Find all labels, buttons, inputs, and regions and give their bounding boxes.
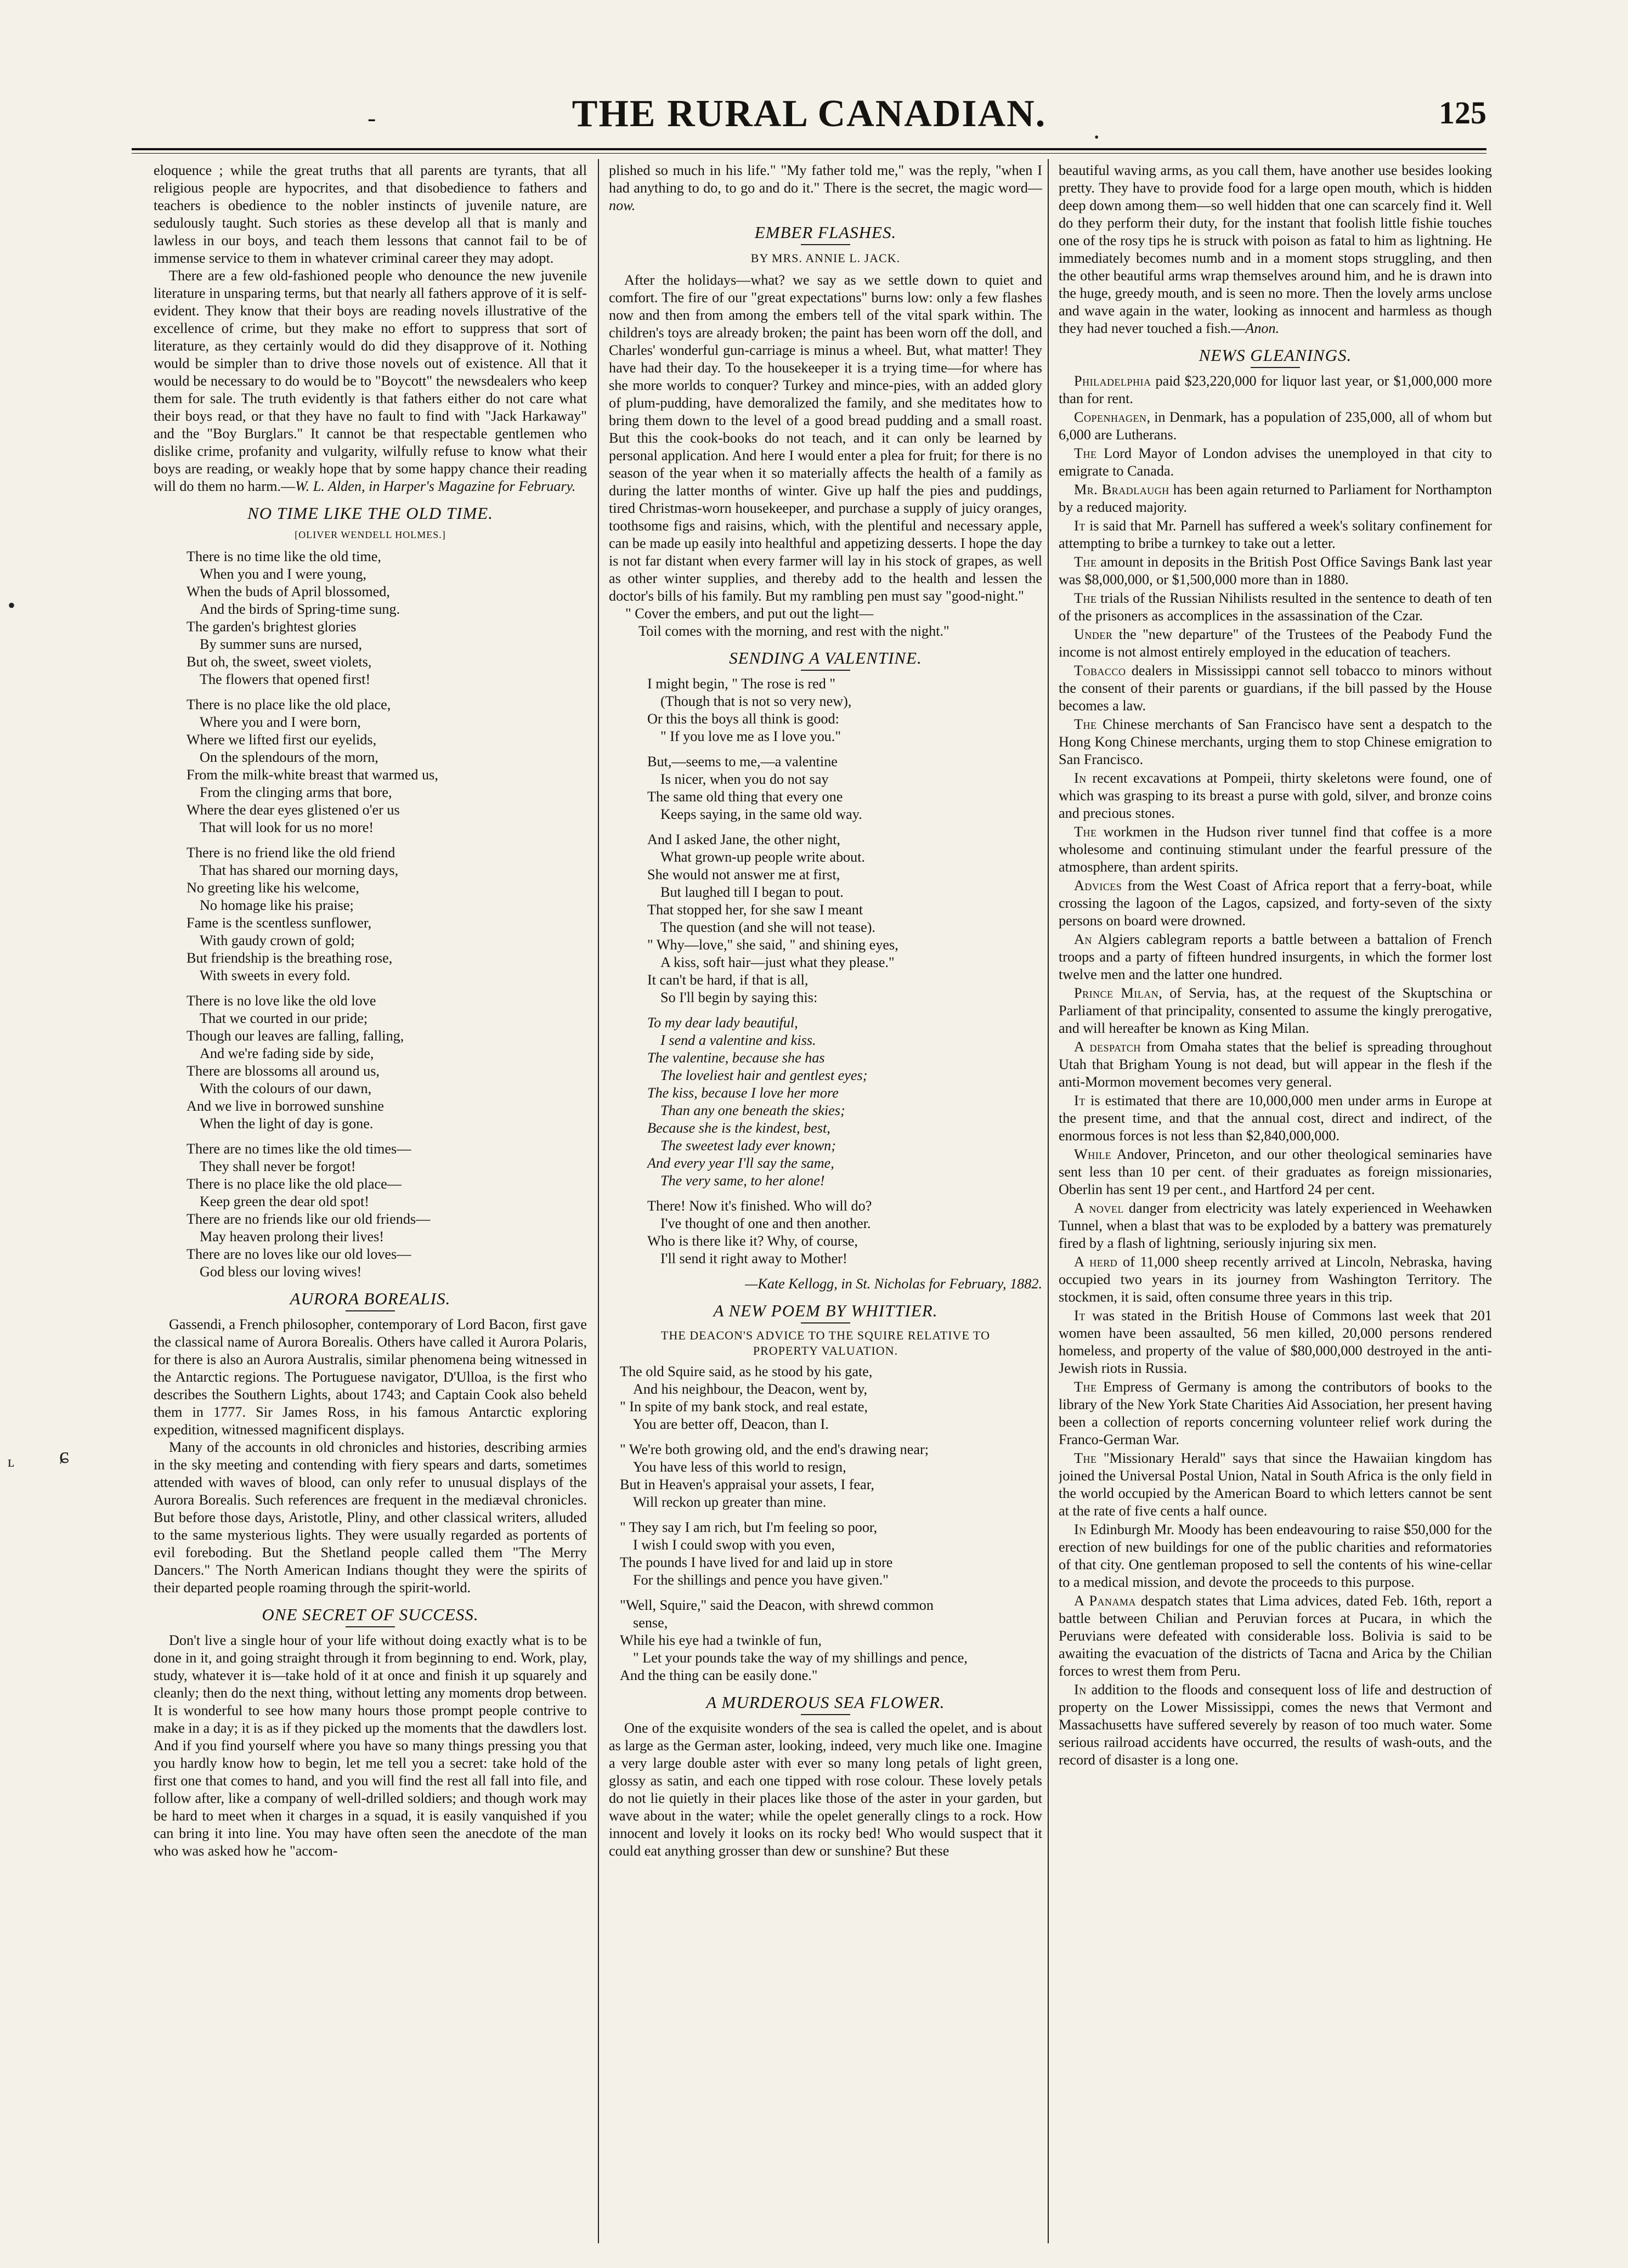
poem-line: "Well, Squire," said the Deacon, with shrewd common xyxy=(620,1597,934,1613)
poem-line: Who is there like it? Why, of course, xyxy=(647,1233,858,1249)
news-item-text: is said that Mr. Parnell has suffered a week's solitary confinement for attempting to bribe a turnkey to take out a letter. xyxy=(1059,518,1492,551)
article-byline: BY MRS. ANNIE L. JACK. xyxy=(750,251,901,265)
news-item xyxy=(1059,590,1492,625)
news-item xyxy=(1059,481,1492,516)
article-title: EMBER FLASHES. xyxy=(754,223,897,242)
news-item xyxy=(1059,372,1492,408)
poem-line: Where we lifted first our eyelids, xyxy=(186,732,377,748)
poem-stanza xyxy=(181,548,587,688)
poem-line: And the thing can be easily done." xyxy=(620,1667,818,1683)
poem-line: Where you and I were born, xyxy=(200,714,361,730)
poem-body xyxy=(609,675,1042,1268)
news-item xyxy=(1059,553,1492,589)
poem-stanza xyxy=(614,1597,1042,1684)
poem-line: Than any one beneath the skies; xyxy=(660,1102,845,1118)
news-item-text: Lord Mayor of London advises the unemployed in that city to emigrate to Canada. xyxy=(1059,445,1492,479)
news-item xyxy=(1059,517,1492,552)
news-item-lead: While xyxy=(1074,1146,1112,1162)
news-item-lead: The xyxy=(1074,716,1097,732)
news-item-lead: The xyxy=(1074,554,1097,570)
poem-line: I might begin, " The rose is red " xyxy=(647,676,836,692)
page-title: THE RURAL CANADIAN. xyxy=(572,93,1047,135)
news-item-lead: In xyxy=(1074,1522,1087,1537)
poem-line: She would not answer me at first, xyxy=(647,867,840,883)
poem-line: " We're both growing old, and the end's drawing near; xyxy=(620,1441,929,1457)
news-item xyxy=(1059,1450,1492,1520)
article-title: A MURDEROUS SEA FLOWER. xyxy=(706,1693,945,1712)
poem-title: NO TIME LIKE THE OLD TIME. xyxy=(247,504,493,523)
poem-line: That stopped her, for she saw I meant xyxy=(647,902,863,918)
news-item xyxy=(1059,1307,1492,1377)
poem-line: On the splendours of the morn, xyxy=(200,749,378,765)
poem-line: The flowers that opened first! xyxy=(200,671,371,687)
news-item-lead: In xyxy=(1074,1682,1087,1698)
poem-body xyxy=(154,548,587,1281)
title-rule xyxy=(801,1322,850,1324)
news-item-text: from the West Coast of Africa report that a ferry-boat, while crossing the lagoon of the Lagos, capsized, and forty-seven of the sixty persons on board were drowned. xyxy=(1059,878,1492,929)
article-paragraph: Gassendi, a French philosopher, contemporary of Lord Bacon, first gave the classical name of Aurora Borealis. Others have called it Aurora Polaris, for there is also an Aurora Australis, similar phenomena being witnessed in the Antarctic regions. The Portuguese navigator, D'Ulloa, is the first who describes the Southern Lights, about 1743; and Captain Cook also beheld them in 1777. Sir James Ross, in his famous Antarctic exploring expedition, witnessed magnificent displays. xyxy=(154,1316,587,1438)
poem-line: You have less of this world to resign, xyxy=(633,1459,846,1475)
poem-line: Because she is the kindest, best, xyxy=(647,1120,830,1136)
margin-small-mark: ʟ xyxy=(8,1453,15,1470)
poem-line: The garden's brightest glories xyxy=(186,619,357,635)
poem-line: There is no place like the old place, xyxy=(186,697,391,712)
title-rule xyxy=(346,1310,395,1311)
margin-bullet: • xyxy=(8,593,16,618)
news-item xyxy=(1059,1092,1492,1145)
news-item xyxy=(1059,985,1492,1037)
poem-line: There are no times like the old times— xyxy=(186,1141,411,1157)
article-credit: W. L. Alden, in Harper's Magazine for February. xyxy=(295,478,576,494)
poem-line: And his neighbour, the Deacon, went by, xyxy=(633,1381,868,1397)
paragraph-text: beautiful waving arms, as you call them, have another use besides looking pretty. They have to provide food for a large open mouth, which is hidden deep down among them—so well hidden that one can scarcely find it. Well do they perform their duty, for the instant that foolish little fishie touches one of the rosy tips he is struck with poison as fatal to him as lightning. He immediately becomes numb and in a moment stops struggling, and then the other beautiful arms wrap themselves around him, and he is drawn into the huge, greedy mouth, and is seen no more. Then the lovely arms unclose and wave again in the water, looking as innocent and harmless as though they had never touched a fish.— xyxy=(1059,162,1492,336)
poem-line: For the shillings and pence you have given." xyxy=(633,1572,889,1588)
news-item-lead: A herd xyxy=(1074,1254,1118,1270)
poem-line: With the colours of our dawn, xyxy=(200,1081,372,1096)
poem-line: What grown-up people write about. xyxy=(660,849,866,865)
poem-line: The old Squire said, as he stood by his gate, xyxy=(620,1364,873,1379)
news-item-text: the "new departure" of the Trustees of the Peabody Fund the income is not almost entirely employed in the education of teachers. xyxy=(1059,626,1492,660)
title-rule xyxy=(346,1626,395,1627)
poem-line: And we're fading side by side, xyxy=(200,1045,374,1061)
news-item-lead: A novel xyxy=(1074,1200,1124,1216)
page-header xyxy=(132,92,1486,147)
poem-line: With sweets in every fold. xyxy=(200,968,351,983)
header-bullet: • xyxy=(1094,131,1099,145)
news-item xyxy=(1059,1378,1492,1449)
poem-stanza xyxy=(181,992,587,1133)
poem-line: Keep green the dear old spot! xyxy=(200,1194,370,1209)
poem-line: There are blossoms all around us, xyxy=(186,1063,380,1079)
news-item-text: amount in deposits in the British Post Office Savings Bank last year was $8,000,000, or $1,500,000 more than in 1880. xyxy=(1059,554,1492,587)
poem-line: From the milk-white breast that warmed us, xyxy=(186,767,438,783)
poem-line: When the buds of April blossomed, xyxy=(186,584,390,599)
news-item-text: dealers in Mississippi cannot sell tobacco to minors without the consent of their parents or guardians, if the bill passed by the House becomes a law. xyxy=(1059,663,1492,714)
poem-line: The very same, to her alone! xyxy=(660,1173,825,1189)
news-item xyxy=(1059,409,1492,444)
news-item-lead: The xyxy=(1074,1379,1097,1395)
header-dash: - xyxy=(368,104,376,132)
news-item xyxy=(1059,662,1492,715)
title-rule xyxy=(1251,367,1300,368)
poem-line: It can't be hard, if that is all, xyxy=(647,972,809,988)
poem-line: There is no time like the old time, xyxy=(186,548,381,564)
poem-line: They shall never be forgot! xyxy=(200,1158,356,1174)
poem-stanza xyxy=(181,844,587,985)
poem-line: From the clinging arms that bore, xyxy=(200,784,392,800)
poem-line: " Cover the embers, and put out the light— xyxy=(625,606,874,621)
poem-line: sense, xyxy=(633,1615,668,1631)
closing-verse xyxy=(609,605,1042,640)
news-item-lead: Under xyxy=(1074,626,1113,642)
article-title: NEWS GLEANINGS. xyxy=(1199,346,1352,365)
poem-line: Keeps saying, in the same old way. xyxy=(660,806,862,822)
poem-line: So I'll begin by saying this: xyxy=(660,989,818,1005)
news-item-lead: An xyxy=(1074,931,1092,947)
poem-line: You are better off, Deacon, than I. xyxy=(633,1416,829,1432)
news-item-lead: Tobacco xyxy=(1074,663,1126,678)
poem-line: The valentine, because she has xyxy=(647,1050,825,1066)
poem-line: Fame is the scentless sunflower, xyxy=(186,915,372,931)
news-item xyxy=(1059,1521,1492,1591)
poem-line: Where the dear eyes glistened o'er us xyxy=(186,802,400,818)
news-item-text: Andover, Princeton, and our other theological seminaries have sent less than 10 per cent. of their graduates as foreign missionaries, Oberlin has sent 19 per cent., and Hartford 24 per cent. xyxy=(1059,1146,1492,1197)
poem-line: But in Heaven's appraisal your assets, I fear, xyxy=(620,1477,874,1492)
poem-line: God bless our loving wives! xyxy=(200,1264,362,1280)
news-item-lead: Prince Milan xyxy=(1074,985,1159,1001)
news-item xyxy=(1059,770,1492,822)
news-item-text: , of Servia, has, at the request of the Skuptschina or Parliament of that principality, consented to assume the kingly prerogative, and will hereafter be known as King Milan. xyxy=(1059,985,1492,1036)
news-item-lead: A despatch xyxy=(1074,1039,1141,1055)
poem-line: I send a valentine and kiss. xyxy=(660,1032,816,1048)
poem-line: Toil comes with the morning, and rest with the night." xyxy=(638,623,949,639)
news-item-text: was stated in the British House of Commons last week that 201 women have been assaulted, 56 men killed, 20,000 persons rendered homeless, and property of the value of $80,000,000 destroyed in the anti-Jewish riots in Russia. xyxy=(1059,1308,1492,1376)
poem-line: There is no love like the old love xyxy=(186,993,376,1009)
news-item-text: recent excavations at Pompeii, thirty skeletons were found, one of which was grasping to its breast a purse with gold, silver, and bronze coins and precious stones. xyxy=(1059,770,1492,821)
poem-line: There is no place like the old place— xyxy=(186,1176,402,1192)
news-item xyxy=(1059,1681,1492,1769)
poem-line: I wish I could swop with you even, xyxy=(633,1537,835,1553)
poem-title: SENDING A VALENTINE. xyxy=(729,648,922,668)
poem-line: And I asked Jane, the other night, xyxy=(647,832,840,847)
article-paragraph xyxy=(154,267,587,495)
news-item-text: "Missionary Herald" says that since the Hawaiian kingdom has joined the Universal Postal Union, Natal in South Africa is the only field in the world occupied by the American Board to which letters cannot be sent at the rate of five cents a half ounce. xyxy=(1059,1450,1492,1519)
news-item-text: trials of the Russian Nihilists resulted in the sentence to death of ten of the prisoners as accomplices in the assassination of the Czar. xyxy=(1059,590,1492,624)
poem-line: No homage like his praise; xyxy=(200,897,354,913)
poem-line: That has shared our morning days, xyxy=(200,862,399,878)
poem-body xyxy=(609,1363,1042,1684)
poem-line: No greeting like his welcome, xyxy=(186,880,359,896)
article-paragraph: Many of the accounts in old chronicles and histories, describing armies in the sky meeting and contending with fiery spears and darts, sometimes attended with waves of blood, can only refer to unusual displays of the Aurora Borealis. Such references are frequent in the mediæval chronicles. But before those days, Aristotle, Pliny, and other classical writers, alluded to the same mysterious lights. They were usually regarded as portents of evil foreboding. But the Shetland people called them "The Merry Dancers." The North American Indians thought they were the spirits of their departed people roaming through the spirit-world. xyxy=(154,1439,587,1596)
news-item-lead: The xyxy=(1074,824,1097,840)
news-item-lead: The xyxy=(1074,1450,1097,1466)
news-item-text: workmen in the Hudson river tunnel find that coffee is a more wholesome and continuing stimulant under the fearful pressure of the atmosphere, than ardent spirits. xyxy=(1059,824,1492,875)
poem-line: But oh, the sweet, sweet violets, xyxy=(186,654,372,670)
poem-stanza xyxy=(642,831,1042,1006)
news-item-text: is estimated that there are 10,000,000 men under arms in Europe at the present time, and that the annual cost, direct and indirect, of the enormous forces is not less than $2,840,000,000. xyxy=(1059,1093,1492,1144)
news-item xyxy=(1059,445,1492,480)
poem-line: I've thought of one and then another. xyxy=(660,1215,871,1231)
poem-line: By summer suns are nursed, xyxy=(200,636,363,652)
news-item xyxy=(1059,1200,1492,1252)
news-item-lead: Copenhagen xyxy=(1074,409,1147,425)
poem-author: [OLIVER WENDELL HOLMES.] xyxy=(295,529,446,540)
poem-line: When the light of day is gone. xyxy=(200,1116,374,1132)
poem-line: Will reckon up greater than mine. xyxy=(633,1494,827,1510)
news-item-lead: In xyxy=(1074,770,1087,786)
news-item-lead: Advices xyxy=(1074,878,1122,893)
column-separator xyxy=(1048,159,1049,2243)
poem-line: There! Now it's finished. Who will do? xyxy=(647,1198,872,1214)
news-item xyxy=(1059,1253,1492,1306)
poem-stanza xyxy=(614,1441,1042,1511)
news-item-lead: It xyxy=(1074,518,1086,534)
page-number: 125 xyxy=(1439,95,1486,131)
margin-curl-mark: ɕ xyxy=(59,1443,69,1468)
poem-line: " Why—love," she said, " and shining eyes, xyxy=(647,937,898,953)
poem-line: The loveliest hair and gentlest eyes; xyxy=(660,1067,868,1083)
poem-line: To my dear lady beautiful, xyxy=(647,1015,798,1031)
article-paragraph: eloquence ; while the great truths that all parents are tyrants, that all religious people are hypocrites, and that disobedience to fathers and teachers is obedience to the nobler instincts of juvenile nature, are sedulously taught. Such stories as these develop all that is manly and lawless in our boys, and teach them lessons that cannot fail to be of immense service to them in whatever criminal career they may adopt. xyxy=(154,162,587,266)
article-paragraph: After the holidays—what? we say as we settle down to quiet and comfort. The fire of our "great expectations" burns low: only a few flashes now and then from among the embers tell of the vital spark within. The children's toys are already broken; the paint has been worn off the doll, and Charles' wonderful gun-carriage is minus a wheel. But, what matter! They have had their day. To the housekeeper it is a trying time—for where has she more worlds to conquer? Turkey and mince-pies, with an added glory of plum-pudding, have demoralized the family, and she meditates how to bring them down to the level of a good bread pudding and a small roast. But this the cook-books do not teach, and it can only be learned by personal application. And here I would enter a plea for fruit; for there is no season of the year when it so materially affects the health of a family as during the latter months of winter. Give up half the pies and puddings, tired Christmas-worn housekeeper, and purchase a supply of juicy oranges, toothsome figs and raisins, which, with the plentiful and necessary apple, can be made up easily into healthful and appetizing desserts. I hope the day is not far distant when every farmer will lay in his stock of grapes, as well as other winter supplies, and thereby add to the health and lessen the doctor's bills of his family. But my rambling pen must say "good-night." xyxy=(609,272,1042,604)
news-item-lead: It xyxy=(1074,1308,1086,1324)
article-paragraph xyxy=(1059,162,1492,337)
poem-line: There are no loves like our old loves— xyxy=(186,1246,411,1262)
news-item-lead: It xyxy=(1074,1093,1086,1108)
poem-subtitle: THE DEACON'S ADVICE TO THE SQUIRE RELATIVE TO PROPERTY VALUATION. xyxy=(661,1328,990,1358)
news-item-text: of 11,000 sheep recently arrived at Lincoln, Nebraska, having occupied two years in its journey from Washington Territory. The stockmen, it is said, often consume three years in this trip. xyxy=(1059,1254,1492,1305)
news-item xyxy=(1059,1038,1492,1091)
news-item-lead: Mr. Bradlaugh xyxy=(1074,482,1169,497)
poem-line: With gaudy crown of gold; xyxy=(200,932,355,948)
poem-credit: —Kate Kellogg, in St. Nicholas for February, 1882. xyxy=(745,1276,1042,1292)
article-paragraph xyxy=(609,162,1042,214)
news-item-text: Algiers cablegram reports a battle between a battalion of French troops and a party of fifteen hundred insurgents, in which the former lost twelve men and the latter one hundred. xyxy=(1059,931,1492,982)
poem-stanza xyxy=(642,753,1042,823)
column-1 xyxy=(154,162,587,2241)
title-rule xyxy=(801,670,850,671)
poem-line: There is no friend like the old friend xyxy=(186,845,395,861)
article-credit: Anon. xyxy=(1245,320,1280,336)
article-title: ONE SECRET OF SUCCESS. xyxy=(262,1605,479,1624)
paragraph-text: plished so much in his life." "My father told me," was the reply, "when I had anything to do, to go and do it." There is the secret, the magic word— xyxy=(609,162,1042,196)
news-item xyxy=(1059,1146,1492,1198)
title-rule xyxy=(801,244,850,245)
poem-line: Though our leaves are falling, falling, xyxy=(186,1028,404,1044)
poem-line: May heaven prolong their lives! xyxy=(200,1229,384,1245)
poem-line: While his eye had a twinkle of fun, xyxy=(620,1632,822,1648)
poem-line: " If you love me as I love you." xyxy=(660,728,841,744)
poem-line: And every year I'll say the same, xyxy=(647,1155,834,1171)
poem-line: That will look for us no more! xyxy=(200,819,374,835)
poem-line: And the birds of Spring-time sung. xyxy=(200,601,400,617)
news-item-lead: A Panama xyxy=(1074,1593,1137,1609)
news-item-text: has been again returned to Parliament for Northampton by a reduced majority. xyxy=(1059,482,1492,515)
article-paragraph: One of the exquisite wonders of the sea is called the opelet, and is about as large as the German aster, looking, indeed, very much like one. Imagine a very large double aster with ever so many long petals of light green, glossy as satin, and each one tipped with rose colour. These lovely petals do not lie quietly in their places like those of the aster in your garden, but wave about in the water; while the opelet generally clings to a rock. How innocent and lovely it looks on its rocky bed! Who would suspect that it could eat anything grosser than dew or sunshine? But these xyxy=(609,1720,1042,1859)
poem-title: A NEW POEM BY WHITTIER. xyxy=(713,1301,938,1320)
article-title: AURORA BOREALIS. xyxy=(290,1289,451,1308)
news-list xyxy=(1059,372,1492,1769)
article-paragraph: Don't live a single hour of your life without doing exactly what is to be done in it, and going straight through it from beginning to end. Work, play, study, whatever it is—take hold of it at once and finish it up squarely and cleanly; then do the next thing, without letting any moments drop between. It is wonderful to see how many hours those prompt people contrive to make in a day; it is as if they picked up the moments that the dawdlers lost. And if you find yourself where you have so many things pressing you that you hardly know how to begin, let me tell you a secret: take hold of the first one that comes to hand, and you will find the rest all fall into file, and follow after, like a company of well-drilled soldiers; and though work may be hard to meet when it charges in a squad, it is easily vanquished if you can bring it into line. You may have often seen the anecdote of the man who was asked how he "accom- xyxy=(154,1632,587,1859)
poem-line: And we live in borrowed sunshine xyxy=(186,1098,385,1114)
news-item-text: , in Denmark, has a population of 235,000, all of whom but 6,000 are Lutherans. xyxy=(1059,409,1492,443)
news-item-text: danger from electricity was lately experienced in Weehawken Tunnel, when a blast that was to be exploded by a battery was prematurely fired by a flash of lightning, seriously injuring six men. xyxy=(1059,1200,1492,1251)
news-item xyxy=(1059,626,1492,661)
column-3 xyxy=(1059,162,1492,2241)
poem-stanza xyxy=(642,675,1042,745)
header-rule xyxy=(132,148,1486,150)
poem-line: " Let your pounds take the way of my shillings and pence, xyxy=(633,1650,968,1666)
poem-line: That we courted in our pride; xyxy=(200,1010,368,1026)
poem-stanza xyxy=(181,1140,587,1281)
poem-line: The question (and she will not tease). xyxy=(660,919,875,935)
poem-stanza xyxy=(614,1363,1042,1433)
poem-stanza xyxy=(642,1014,1042,1190)
header-rule-thin xyxy=(132,153,1486,154)
poem-line: " In spite of my bank stock, and real estate, xyxy=(620,1399,868,1415)
news-item-text: Empress of Germany is among the contributors of books to the library of the New York State Charities Aid Association, her present having been a collection of reports concerning volunteer relief work during the Franco-German War. xyxy=(1059,1379,1492,1447)
poem-line: The sweetest lady ever known; xyxy=(660,1138,836,1153)
poem-line: The kiss, because I love her more xyxy=(647,1085,839,1101)
poem-stanza xyxy=(181,696,587,836)
poem-line: But,—seems to me,—a valentine xyxy=(647,754,838,770)
poem-line: But laughed till I began to pout. xyxy=(660,884,844,900)
news-item xyxy=(1059,877,1492,930)
news-item-lead: The xyxy=(1074,590,1097,606)
news-item xyxy=(1059,823,1492,876)
poem-line: The pounds I have lived for and laid up in store xyxy=(620,1554,893,1570)
poem-line: There are no friends like our old friends— xyxy=(186,1211,431,1227)
poem-line: But friendship is the breathing rose, xyxy=(186,950,393,966)
news-item xyxy=(1059,931,1492,983)
news-item-lead: Philadelphia xyxy=(1074,373,1151,389)
news-item-text: despatch states that Lima advices, dated Feb. 16th, report a battle between Chilian and Peruvian forces at Pucara, in which the Peruvians were defeated with considerable loss. Bolivia is said to be awaiting the evacuation of the districts of Tacna and Arica by the Chilian forces to wrest them from Peru. xyxy=(1059,1593,1492,1679)
news-item xyxy=(1059,716,1492,768)
poem-line: The same old thing that every one xyxy=(647,789,843,805)
news-item-text: paid $23,220,000 for liquor last year, or $1,000,000 more than for rent. xyxy=(1059,373,1492,406)
poem-stanza xyxy=(614,1519,1042,1589)
news-item-text: addition to the floods and consequent loss of life and destruction of property on the Lower Mississippi, comes the news that Vermont and Massachusetts have suffered severely by reason of too much water. Some serious railroad accidents have occurred, the results of wash-outs, and the record of disaster is a long one. xyxy=(1059,1682,1492,1768)
poem-line: I'll send it right away to Mother! xyxy=(660,1251,847,1266)
poem-line: Is nicer, when you do not say xyxy=(660,771,829,787)
news-item-lead: The xyxy=(1074,445,1097,461)
poem-line: When you and I were young, xyxy=(200,566,366,582)
news-item-text: Edinburgh Mr. Moody has been endeavouring to raise $50,000 for the erection of new buildings for one of the public charities and reformatories of that city. One gentleman proposed to sell the contents of his wine-cellar to a medical mission, and devote the proceeds to this purpose. xyxy=(1059,1522,1492,1590)
title-rule xyxy=(801,1714,850,1715)
news-item-text: from Omaha states that the belief is spreading throughout Utah that Brigham Young is not dead, but will appear in the flesh if the anti-Mormon movement becomes very general. xyxy=(1059,1039,1492,1090)
poem-line: Or this the boys all think is good: xyxy=(647,711,839,727)
news-item xyxy=(1059,1592,1492,1680)
column-2 xyxy=(609,162,1042,2241)
column-separator xyxy=(598,159,599,2243)
poem-line: A kiss, soft hair—just what they please." xyxy=(660,954,895,970)
paragraph-text: There are a few old-fashioned people who denounce the new juvenile literature in unsparing terms, but that nearly all fathers approve of it is self-evident. They know that their boys are reading novels illustrative of the excellence of crime, but they make no effort to suppress that sort of literature, as they certainly would do did they disapprove of it. Nothing would be simpler than to drive those novels out of existence. All that it would be necessary to do would be to "Boycott" the newsdealers who keep them for sale. The truth evidently is that fathers either do not care what their boys read, or that they have no fault to find with "Jack Harkaway" and the "Boy Burglars." It cannot be that respectable gentlemen who dislike crime, profanity and vulgarity, wilfully refuse to know what their boys are reading, or weakly hope that by some happy chance their reading will do them no harm.— xyxy=(154,268,587,494)
poem-line: (Though that is not so very new), xyxy=(660,693,852,709)
poem-line: " They say I am rich, but I'm feeling so poor, xyxy=(620,1519,878,1535)
emphasis-word: now. xyxy=(609,197,636,213)
poem-stanza xyxy=(642,1197,1042,1268)
news-item-text: Chinese merchants of San Francisco have sent a despatch to the Hong Kong Chinese merchants, urging them to stop Chinese emigration to San Francisco. xyxy=(1059,716,1492,767)
